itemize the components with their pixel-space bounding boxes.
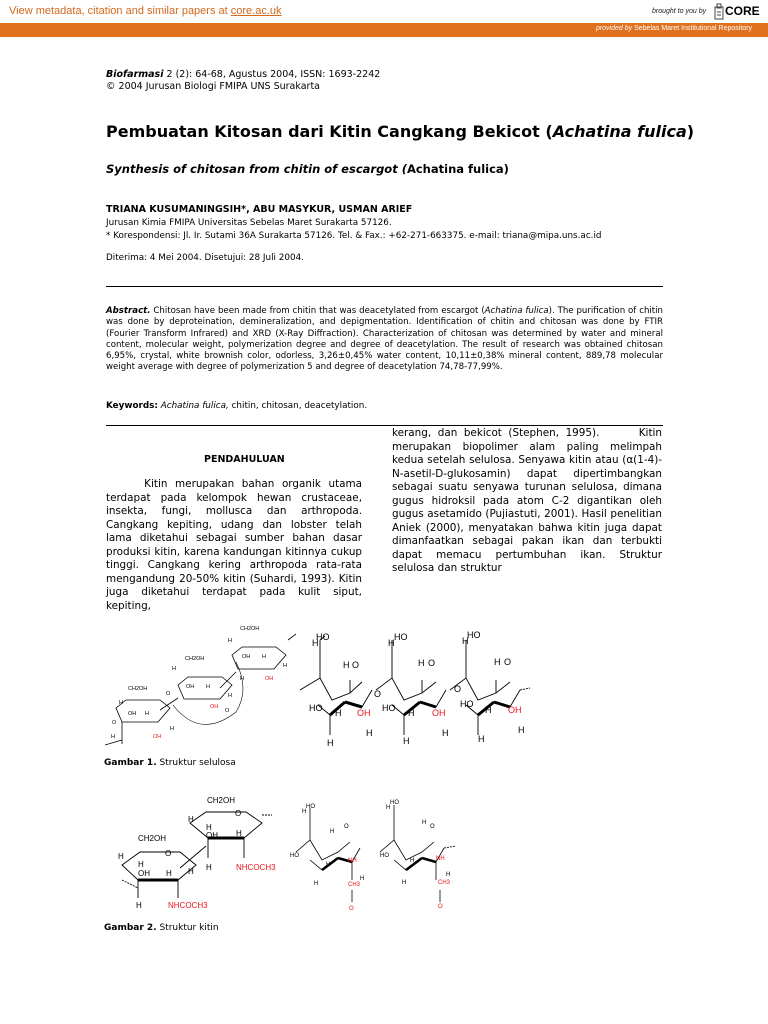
affiliation: Jurusan Kimia FMIPA Universitas Sebelas Maret Surakarta 57126. <box>106 218 392 228</box>
svg-text:H: H <box>240 676 244 682</box>
svg-text:H: H <box>418 658 425 668</box>
svg-text:O: O <box>344 824 349 830</box>
svg-text:OH: OH <box>242 654 251 660</box>
journal-details: 2 (2): 64-68, Agustus 2004, ISSN: 1693-2242 <box>163 69 381 80</box>
svg-text:H: H <box>485 705 492 715</box>
title-main: Pembuatan Kitosan dari Kitin Cangkang Bekicot ( <box>106 122 553 141</box>
body-column-left: Kitin merupakan bahan organik utama terdapat pada kelompok hewan crustaceae, insekta, fungi, mollusca dan arthropoda. Cangkang kepiting, udang dan lobster telah lama diketahui sebagai sumber bahan dasar produksi kitin, karena kandungan kitinnya cukup tinggi. Cangkang kering arthropoda rata-rata mengandung 20-50% kitin (Suhardi, 1993). Kitin juga diketahui terdapat pada kulit siput, kepiting, <box>106 478 362 612</box>
svg-text:O: O <box>166 691 171 697</box>
svg-text:O: O <box>349 906 354 912</box>
subtitle-species: Achatina fulica) <box>406 162 509 176</box>
svg-text:O: O <box>235 809 242 818</box>
figure-2-text: Struktur kitin <box>156 923 219 933</box>
svg-text:H: H <box>422 820 427 826</box>
svg-text:OH: OH <box>508 705 522 715</box>
svg-text:HO: HO <box>382 703 396 713</box>
svg-text:O: O <box>438 904 443 910</box>
copyright: © 2004 Jurusan Biologi FMIPA UNS Surakarta <box>106 81 320 92</box>
svg-text:H: H <box>206 684 210 690</box>
svg-text:H: H <box>145 711 149 717</box>
svg-text:H: H <box>326 862 331 868</box>
svg-text:CH2OH: CH2OH <box>207 796 236 805</box>
svg-text:HO: HO <box>394 632 408 642</box>
svg-text:H: H <box>478 734 485 744</box>
svg-text:H: H <box>410 858 415 864</box>
svg-text:H: H <box>188 815 194 824</box>
svg-text:H: H <box>119 700 123 706</box>
svg-text:H: H <box>262 654 266 660</box>
cellulose-haworth-labels <box>111 626 287 740</box>
svg-text:H: H <box>111 734 115 740</box>
svg-text:H: H <box>442 728 449 738</box>
svg-text:OH: OH <box>206 831 218 840</box>
svg-text:HO: HO <box>290 853 299 859</box>
svg-text:H: H <box>518 725 525 735</box>
svg-text:H: H <box>494 657 501 667</box>
svg-text:CH2OH: CH2OH <box>240 626 260 632</box>
section-title: PENDAHULUAN <box>204 454 285 465</box>
figure-2-label: Gambar 2. <box>104 923 157 933</box>
svg-text:HO: HO <box>390 800 399 806</box>
svg-text:H: H <box>446 872 451 878</box>
svg-text:O: O <box>430 824 435 830</box>
svg-text:H: H <box>312 638 319 648</box>
svg-text:H: H <box>136 901 142 910</box>
figure-1-label: Gambar 1. <box>104 758 157 768</box>
svg-text:OH: OH <box>265 676 274 682</box>
view-metadata-text: View metadata, citation and similar papers at <box>9 5 228 17</box>
body-column-right: kerang, dan bekicot (Stephen, 1995). Kitin merupakan biopolimer alam paling melimpah kedua setelah selulosa. Senyawa kitin atau (α(1-4)-N-asetil-D-glukosamin) dapat dipertimbangkan sebagai suatu senyawa turunan selulosa, dimana gugus hidroksil pada atom C-2 digantikan oleh gugus asetamido (Pujiastuti, 2001). Hasil penelitian Aniek (2000), menyatakan bahwa kitin juga dapat dimanfaatkan sebagai pakan ikan dan terbukti dapat memacu pertumbuhan ikan. Struktur selulosa dan struktur <box>392 427 662 574</box>
svg-text:H: H <box>402 880 407 886</box>
received-dates: Diterima: 4 Mei 2004. Disetujui: 28 Juli 2004. <box>106 253 304 263</box>
svg-text:H: H <box>188 867 194 876</box>
abstract-text-2: ). The purification of chitin was done by deproteination, demineralization, and depigmentation. Identification of chitin and chitosan was done by FTIR (Fourier Transform Infrared) and XRD (X-Ray Diffraction). Characterization of chitosan was determined by water and mineral content, molecular weight, polymerization degree and degree of deacetylation. The result of research was obtained chitosan 6,95%, crystal, white brownish color, odorless, 3,26±0,45% water content, 10,11±0,38% mineral content, 889,78 molecular weight average with degree of polymerization 5 and degree of deacetylation 74,78-77,99%. <box>106 306 663 373</box>
title-close: ) <box>686 122 695 141</box>
correspondence: * Korespondensi: Jl. Ir. Sutami 36A Surakarta 57126. Tel. & Fax.: +62-271-663375. e-mail: triana@mipa.uns.ac.id <box>106 231 602 241</box>
svg-text:H: H <box>408 708 415 718</box>
core-site-link[interactable]: core.ac.uk <box>230 5 282 17</box>
svg-text:H: H <box>166 869 172 878</box>
keywords-rest: chitin, chitosan, deacetylation. <box>228 401 368 411</box>
svg-text:OH: OH <box>138 869 150 878</box>
abstract-text-1: Chitosan have been made from chitin that was deacetylated from escargot ( <box>150 306 485 316</box>
svg-text:H: H <box>386 805 391 811</box>
brought-to-you-text: brought to you by <box>652 8 707 15</box>
svg-text:O: O <box>112 720 117 726</box>
svg-text:H: H <box>343 660 350 670</box>
chitin-chair-diagram <box>296 805 456 902</box>
svg-text:HO: HO <box>316 632 330 642</box>
svg-text:NH: NH <box>436 856 445 862</box>
svg-text:H: H <box>330 829 335 835</box>
svg-text:CH2OH: CH2OH <box>138 834 167 843</box>
abstract-species: Achatina fulica <box>484 306 549 316</box>
svg-text:H: H <box>206 823 212 832</box>
svg-text:H: H <box>388 638 395 648</box>
svg-text:CH3: CH3 <box>438 880 451 886</box>
journal-name: Biofarmasi <box>106 69 164 80</box>
figure-2-caption <box>104 923 219 933</box>
svg-text:NHCOCH3: NHCOCH3 <box>168 901 208 910</box>
svg-text:H: H <box>283 663 287 669</box>
svg-text:NHCOCH3: NHCOCH3 <box>236 863 276 872</box>
svg-text:OH: OH <box>186 684 195 690</box>
svg-text:O: O <box>165 849 172 858</box>
keywords-label: Keywords: <box>106 401 158 411</box>
svg-text:O: O <box>374 689 382 699</box>
svg-text:HO: HO <box>306 804 315 810</box>
figure-1-caption <box>104 758 236 768</box>
svg-text:H: H <box>366 728 373 738</box>
subtitle-main: Synthesis of chitosan from chitin of escargot ( <box>106 162 407 176</box>
svg-text:O: O <box>504 657 512 667</box>
svg-text:CH3: CH3 <box>348 882 361 888</box>
svg-text:O: O <box>225 708 230 714</box>
provided-prefix: provided by <box>595 25 633 32</box>
svg-text:OH: OH <box>210 704 219 710</box>
svg-text:HO: HO <box>460 699 474 709</box>
svg-text:H: H <box>403 736 410 746</box>
cellulose-chair-diagram <box>300 636 530 735</box>
svg-text:H: H <box>228 693 232 699</box>
svg-text:H: H <box>206 863 212 872</box>
svg-text:OH: OH <box>153 734 162 740</box>
title-species: Achatina fulica <box>552 122 687 141</box>
svg-text:NH: NH <box>348 858 357 864</box>
svg-text:O: O <box>428 658 436 668</box>
svg-text:OH: OH <box>128 711 137 717</box>
svg-text:HO: HO <box>380 853 389 859</box>
svg-text:H: H <box>118 852 124 861</box>
svg-text:H: H <box>170 726 174 732</box>
svg-text:H: H <box>172 666 176 672</box>
svg-text:H: H <box>138 860 144 869</box>
svg-text:OH: OH <box>432 708 446 718</box>
svg-text:H: H <box>314 881 319 887</box>
svg-text:HO: HO <box>309 703 323 713</box>
cellulose-chair-labels <box>309 630 525 748</box>
authors: TRIANA KUSUMANINGSIH*, ABU MASYKUR, USMAN ARIEF <box>106 204 413 215</box>
svg-text:H: H <box>360 876 365 882</box>
abstract-label: Abstract. <box>106 306 151 316</box>
provided-source: Sebelas Maret Institutional Repository <box>634 25 752 32</box>
svg-text:H: H <box>335 708 342 718</box>
svg-text:H: H <box>236 829 242 838</box>
svg-text:O: O <box>454 684 462 694</box>
svg-text:CH2OH: CH2OH <box>128 686 148 692</box>
svg-text:H: H <box>302 809 307 815</box>
chitin-chair-labels <box>290 800 451 912</box>
svg-text:H: H <box>462 636 469 646</box>
core-logo-text: CORE <box>725 4 760 18</box>
svg-text:H: H <box>327 738 334 748</box>
svg-text:HO: HO <box>467 630 481 640</box>
keywords-species: Achatina fulica, <box>157 401 229 411</box>
svg-text:CH2OH: CH2OH <box>185 656 205 662</box>
svg-text:OH: OH <box>357 708 371 718</box>
svg-text:O: O <box>352 660 360 670</box>
svg-text:H: H <box>228 638 232 644</box>
chitin-haworth-diagram <box>122 812 272 898</box>
figure-1-text: Struktur selulosa <box>156 758 236 768</box>
